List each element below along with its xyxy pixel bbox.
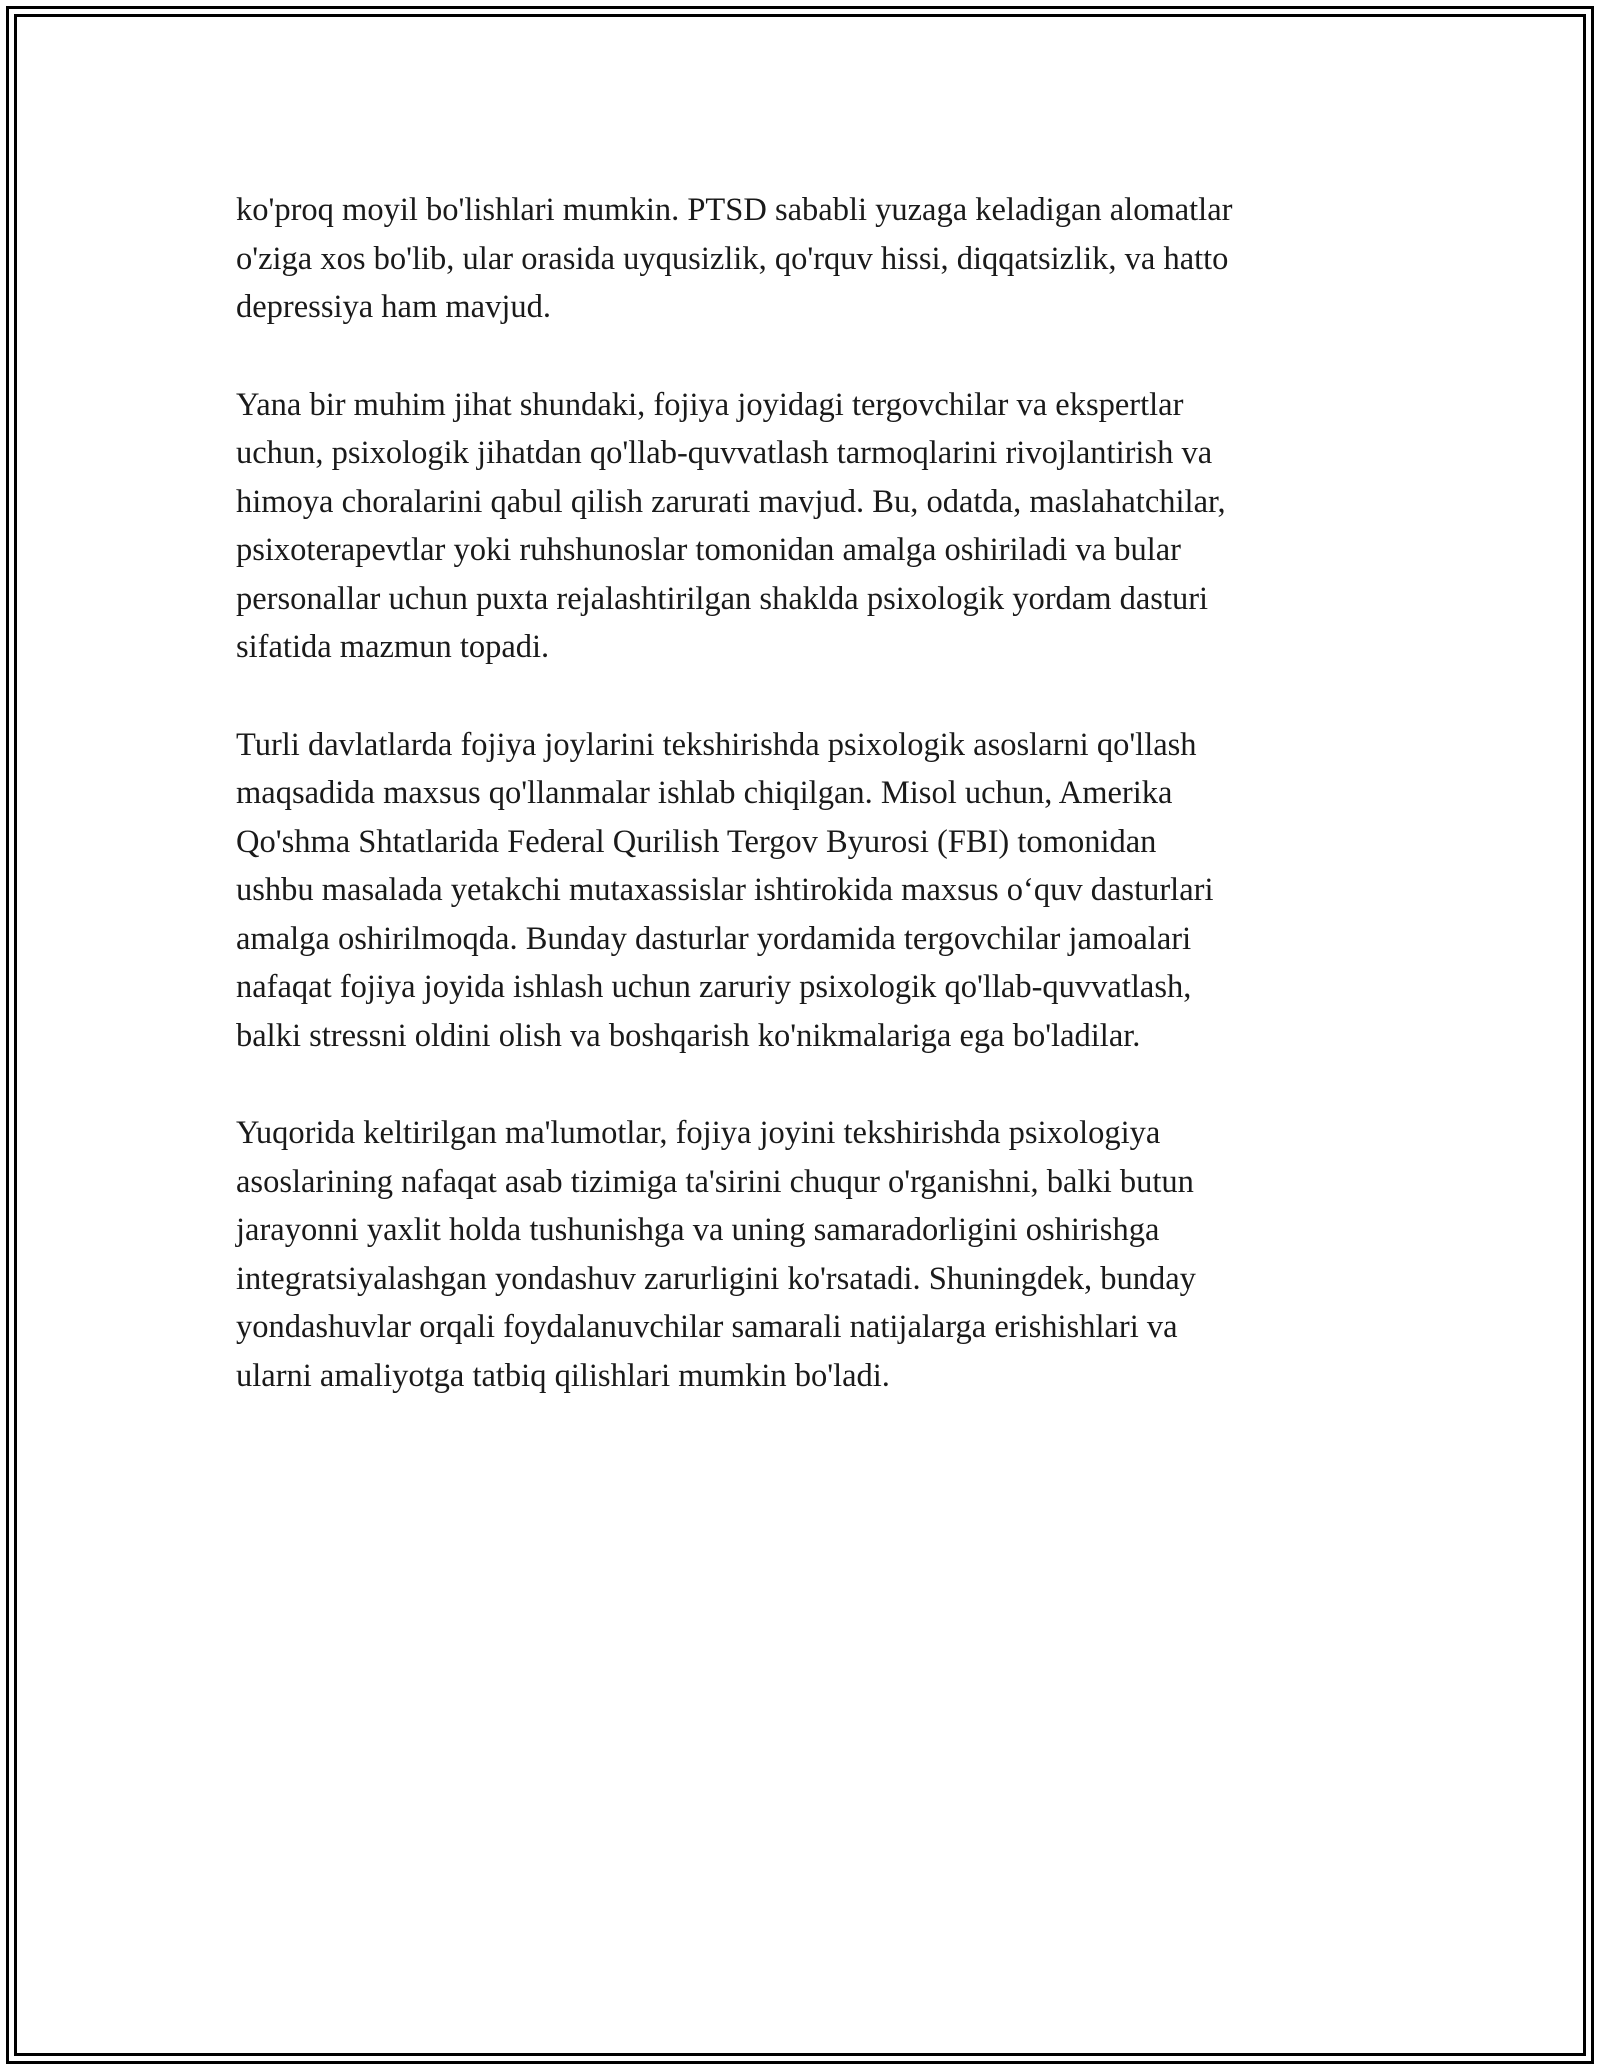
paragraph-psychological-support: Yana bir muhim jihat shundaki, fojiya joyidagi tergovchilar va ekspertlar uchun, psixologik jihatdan qo'llab-quvvatlash tarmoqlarini rivojlantirish va himoya choralarini qabul qilish zarurati mavjud. Bu, odatda, maslahatchilar, psixoterapevtlar yoki ruhshunoslar tomonidan amalga oshiriladi va bular personallar uchun puxta rejalashtirilgan shaklda psixologik yordam dasturi sifatida mazmun topadi. (236, 386, 1226, 665)
paragraph-ptsd-symptoms: ko'proq moyil bo'lishlari mumkin. PTSD sababli yuzaga keladigan alomatlar o'ziga xos bo'lib, ular orasida uyqusizlik, qo'rquv hissi, diqqatsizlik, va hatto depressiya ham mavjud. (236, 192, 1233, 325)
document-body (236, 186, 1376, 1449)
paragraph-international-training: Turli davlatlarda fojiya joylarini tekshirishda psixologik asoslarni qo'llash maqsadida maxsus qo'llanmalar ishlab chiqilgan. Misol uchun, Amerika Qo'shma Shtatlarida Federal Qurilish Tergov Byurosi (FBI) tomonidan ushbu masalada yetakchi mutaxassislar ishtirokida maxsus o‘quv dasturlari amalga oshirilmoqda. Bunday dasturlar yordamida tergovchilar jamoalari nafaqat fojiya joyida ishlash uchun zaruriy psixologik qo'llab-quvvatlash, balki stressni oldini olish va boshqarish ko'nikmalariga ega bo'ladilar. (236, 726, 1214, 1054)
paragraph-conclusion: Yuqorida keltirilgan ma'lumotlar, fojiya joyini tekshirishda psixologiya asoslarining nafaqat asab tizimiga ta'sirini chuqur o'rganishni, balki butun jarayonni yaxlit holda tushunishga va uning samaradorligini oshirishga integratsiyalashgan yondashuv zarurligini ko'rsatadi. Shuningdek, bunday yondashuvlar orqali foydalanuvchilar samarali natijalarga erishishlari va ularni amaliyotga tatbiq qilishlari mumkin bo'ladi. (236, 1115, 1196, 1394)
